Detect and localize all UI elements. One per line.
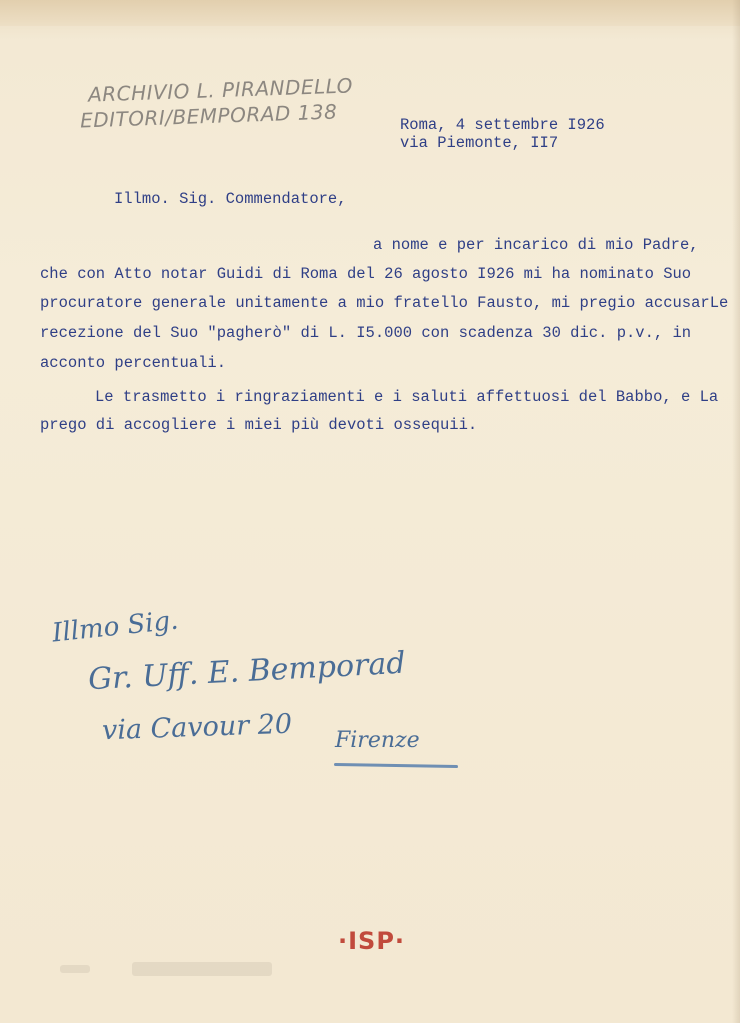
body-para1-line: procuratore generale unitamente a mio fratello Fausto, mi pregio accusarLe <box>40 294 729 312</box>
letter-sender-address: via Piemonte, II7 <box>400 134 559 152</box>
body-para1-line: a nome e per incarico di mio Padre, <box>373 236 699 254</box>
body-para2-line: Le trasmetto i ringraziamenti e i saluti affettuosi del Babbo, e La <box>95 388 719 406</box>
faint-embossed-mark <box>132 962 272 976</box>
handwritten-address-line3: via Cavour 20 <box>101 708 293 747</box>
faint-embossed-mark-small <box>60 965 90 973</box>
handwritten-address-city: Firenze <box>335 728 420 753</box>
city-underline <box>334 763 458 768</box>
paper-top-edge <box>0 0 740 26</box>
handwritten-address-line2: Gr. Uff. E. Bemporad <box>87 645 407 698</box>
handwritten-address-line1: Illmo Sig. <box>50 605 180 649</box>
letter-salutation: Illmo. Sig. Commendatore, <box>114 190 347 208</box>
isp-stamp: ·ISP· <box>338 927 406 955</box>
archive-note-line2: EDITORI/BEMPORAD 138 <box>79 99 338 133</box>
body-para1-line: acconto percentuali. <box>40 354 227 372</box>
archive-note-line1: ARCHIVIO L. PIRANDELLO <box>87 73 354 107</box>
body-para1-line: recezione del Suo "pagherò" di L. I5.000 con scadenza 30 dic. p.v., in <box>40 324 692 342</box>
body-para2-line: prego di accogliere i miei più devoti ossequii. <box>40 416 478 434</box>
body-para1-line: che con Atto notar Guidi di Roma del 26 agosto I926 mi ha nominato Suo <box>40 265 692 283</box>
letter-place-date: Roma, 4 settembre I926 <box>400 116 605 134</box>
paper-right-edge <box>732 0 740 1023</box>
